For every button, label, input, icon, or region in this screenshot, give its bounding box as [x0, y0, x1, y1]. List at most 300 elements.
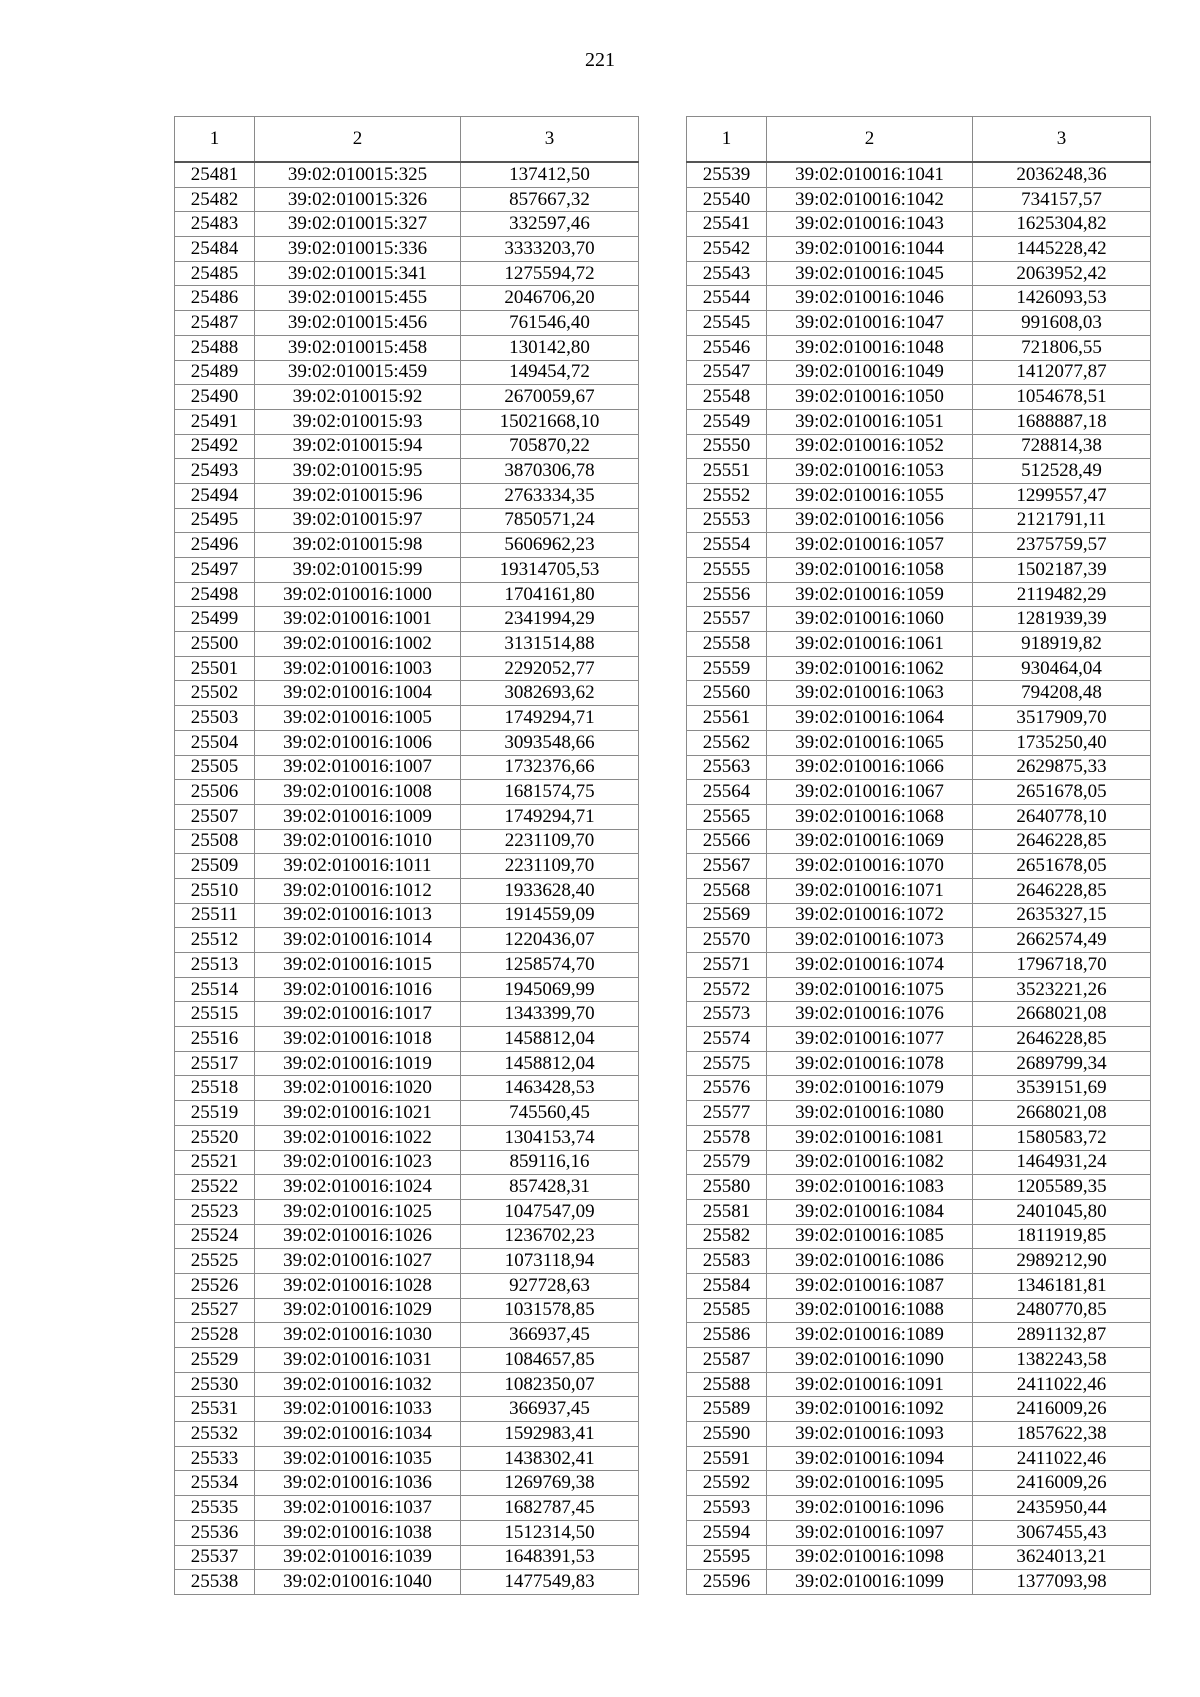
table-row — [175, 434, 639, 459]
cadastral-number-cell: 39:02:010016:1013 — [255, 903, 461, 928]
cadastral-number-cell: 39:02:010016:1084 — [767, 1199, 973, 1224]
value-cell: 745560,45 — [461, 1101, 639, 1126]
table-row — [175, 1002, 639, 1027]
row-number-cell: 25550 — [687, 434, 767, 459]
cadastral-number-cell: 39:02:010016:1085 — [767, 1224, 973, 1249]
row-number-cell: 25505 — [175, 755, 255, 780]
value-cell: 2435950,44 — [973, 1496, 1151, 1521]
table-row — [687, 558, 1151, 583]
table-row — [175, 1471, 639, 1496]
table-row — [687, 1076, 1151, 1101]
value-cell: 1688887,18 — [973, 409, 1151, 434]
row-number-cell: 25558 — [687, 632, 767, 657]
row-number-cell: 25530 — [175, 1372, 255, 1397]
cadastral-number-cell: 39:02:010016:1003 — [255, 656, 461, 681]
value-cell: 1463428,53 — [461, 1076, 639, 1101]
row-number-cell: 25481 — [175, 162, 255, 187]
table-row — [687, 261, 1151, 286]
value-cell: 1377093,98 — [973, 1570, 1151, 1595]
cadastral-number-cell: 39:02:010016:1057 — [767, 533, 973, 558]
value-cell: 1732376,66 — [461, 755, 639, 780]
table-row — [687, 607, 1151, 632]
table-row — [687, 1125, 1151, 1150]
row-number-cell: 25538 — [175, 1570, 255, 1595]
table-row — [687, 1051, 1151, 1076]
value-cell: 2891132,87 — [973, 1323, 1151, 1348]
cadastral-number-cell: 39:02:010016:1050 — [767, 385, 973, 410]
cadastral-number-cell: 39:02:010016:1031 — [255, 1348, 461, 1373]
row-number-cell: 25492 — [175, 434, 255, 459]
table-row — [687, 1446, 1151, 1471]
row-number-cell: 25570 — [687, 928, 767, 953]
cadastral-number-cell: 39:02:010016:1042 — [767, 187, 973, 212]
table-row — [175, 212, 639, 237]
cadastral-number-cell: 39:02:010016:1098 — [767, 1545, 973, 1570]
table-row — [687, 1471, 1151, 1496]
cadastral-number-cell: 39:02:010016:1053 — [767, 459, 973, 484]
cadastral-number-cell: 39:02:010016:1035 — [255, 1446, 461, 1471]
value-cell: 1299557,47 — [973, 483, 1151, 508]
table-row — [687, 656, 1151, 681]
row-number-cell: 25554 — [687, 533, 767, 558]
value-cell: 2416009,26 — [973, 1397, 1151, 1422]
cadastral-number-cell: 39:02:010016:1014 — [255, 928, 461, 953]
row-number-cell: 25489 — [175, 360, 255, 385]
column-header-3: 3 — [973, 117, 1151, 163]
cadastral-number-cell: 39:02:010015:97 — [255, 508, 461, 533]
row-number-cell: 25532 — [175, 1422, 255, 1447]
table-row — [175, 286, 639, 311]
row-number-cell: 25522 — [175, 1175, 255, 1200]
value-cell: 3517909,70 — [973, 706, 1151, 731]
cadastral-number-cell: 39:02:010016:1095 — [767, 1471, 973, 1496]
cadastral-number-cell: 39:02:010016:1076 — [767, 1002, 973, 1027]
row-number-cell: 25504 — [175, 730, 255, 755]
cadastral-number-cell: 39:02:010016:1001 — [255, 607, 461, 632]
cadastral-number-cell: 39:02:010016:1046 — [767, 286, 973, 311]
table-row — [687, 1570, 1151, 1595]
value-cell: 3624013,21 — [973, 1545, 1151, 1570]
row-number-cell: 25483 — [175, 212, 255, 237]
value-cell: 2292052,77 — [461, 656, 639, 681]
table-header — [175, 117, 639, 163]
cadastral-number-cell: 39:02:010016:1045 — [767, 261, 973, 286]
row-number-cell: 25519 — [175, 1101, 255, 1126]
cadastral-number-cell: 39:02:010016:1033 — [255, 1397, 461, 1422]
table-body — [687, 162, 1151, 1594]
value-cell: 2646228,85 — [973, 1027, 1151, 1052]
cadastral-number-cell: 39:02:010016:1088 — [767, 1298, 973, 1323]
cadastral-number-cell: 39:02:010016:1017 — [255, 1002, 461, 1027]
cadastral-number-cell: 39:02:010016:1067 — [767, 780, 973, 805]
value-cell: 1502187,39 — [973, 558, 1151, 583]
cadastral-number-cell: 39:02:010016:1060 — [767, 607, 973, 632]
value-cell: 930464,04 — [973, 656, 1151, 681]
value-cell: 1857622,38 — [973, 1422, 1151, 1447]
value-cell: 2416009,26 — [973, 1471, 1151, 1496]
value-cell: 15021668,10 — [461, 409, 639, 434]
cadastral-number-cell: 39:02:010016:1072 — [767, 903, 973, 928]
row-number-cell: 25566 — [687, 829, 767, 854]
table-row — [687, 632, 1151, 657]
row-number-cell: 25484 — [175, 237, 255, 262]
value-cell: 2121791,11 — [973, 508, 1151, 533]
value-cell: 130142,80 — [461, 335, 639, 360]
cadastral-number-cell: 39:02:010016:1000 — [255, 582, 461, 607]
table-row — [175, 508, 639, 533]
value-cell: 2063952,42 — [973, 261, 1151, 286]
value-cell: 857428,31 — [461, 1175, 639, 1200]
row-number-cell: 25533 — [175, 1446, 255, 1471]
row-number-cell: 25499 — [175, 607, 255, 632]
table-row — [687, 286, 1151, 311]
value-cell: 2119482,29 — [973, 582, 1151, 607]
table-row — [687, 730, 1151, 755]
value-cell: 794208,48 — [973, 681, 1151, 706]
cadastral-number-cell: 39:02:010016:1094 — [767, 1446, 973, 1471]
table-row — [175, 977, 639, 1002]
table-row — [687, 533, 1151, 558]
table-row — [175, 632, 639, 657]
table-row — [175, 1076, 639, 1101]
cadastral-number-cell: 39:02:010016:1083 — [767, 1175, 973, 1200]
value-cell: 1412077,87 — [973, 360, 1151, 385]
row-number-cell: 25529 — [175, 1348, 255, 1373]
table-row — [687, 1520, 1151, 1545]
row-number-cell: 25576 — [687, 1076, 767, 1101]
cadastral-number-cell: 39:02:010016:1058 — [767, 558, 973, 583]
row-number-cell: 25581 — [687, 1199, 767, 1224]
header-row — [687, 117, 1151, 163]
table-row — [687, 1199, 1151, 1224]
row-number-cell: 25575 — [687, 1051, 767, 1076]
value-cell: 2629875,33 — [973, 755, 1151, 780]
row-number-cell: 25488 — [175, 335, 255, 360]
table-row — [687, 1348, 1151, 1373]
value-cell: 2651678,05 — [973, 780, 1151, 805]
row-number-cell: 25551 — [687, 459, 767, 484]
row-number-cell: 25584 — [687, 1273, 767, 1298]
value-cell: 2668021,08 — [973, 1101, 1151, 1126]
row-number-cell: 25557 — [687, 607, 767, 632]
cadastral-number-cell: 39:02:010016:1037 — [255, 1496, 461, 1521]
cadastral-number-cell: 39:02:010016:1008 — [255, 780, 461, 805]
value-cell: 19314705,53 — [461, 558, 639, 583]
table-row — [687, 953, 1151, 978]
row-number-cell: 25498 — [175, 582, 255, 607]
value-cell: 2670059,67 — [461, 385, 639, 410]
cadastral-number-cell: 39:02:010016:1061 — [767, 632, 973, 657]
table-row — [175, 1520, 639, 1545]
value-cell: 3082693,62 — [461, 681, 639, 706]
table-row — [175, 656, 639, 681]
table-row — [175, 706, 639, 731]
table-row — [687, 1101, 1151, 1126]
row-number-cell: 25592 — [687, 1471, 767, 1496]
table-row — [687, 483, 1151, 508]
cadastral-number-cell: 39:02:010016:1010 — [255, 829, 461, 854]
cadastral-number-cell: 39:02:010015:455 — [255, 286, 461, 311]
row-number-cell: 25539 — [687, 162, 767, 187]
value-cell: 2341994,29 — [461, 607, 639, 632]
cadastral-number-cell: 39:02:010016:1038 — [255, 1520, 461, 1545]
value-cell: 1625304,82 — [973, 212, 1151, 237]
value-cell: 1648391,53 — [461, 1545, 639, 1570]
row-number-cell: 25523 — [175, 1199, 255, 1224]
table-row — [687, 311, 1151, 336]
value-cell: 761546,40 — [461, 311, 639, 336]
cadastral-number-cell: 39:02:010015:326 — [255, 187, 461, 212]
value-cell: 1681574,75 — [461, 780, 639, 805]
table-row — [175, 928, 639, 953]
row-number-cell: 25509 — [175, 854, 255, 879]
table-row — [175, 1125, 639, 1150]
table-row — [687, 582, 1151, 607]
cadastral-number-cell: 39:02:010016:1087 — [767, 1273, 973, 1298]
table-row — [175, 730, 639, 755]
row-number-cell: 25508 — [175, 829, 255, 854]
value-cell: 728814,38 — [973, 434, 1151, 459]
table-row — [687, 1273, 1151, 1298]
cadastral-number-cell: 39:02:010015:458 — [255, 335, 461, 360]
row-number-cell: 25579 — [687, 1150, 767, 1175]
table-row — [687, 854, 1151, 879]
value-cell: 1220436,07 — [461, 928, 639, 953]
value-cell: 1749294,71 — [461, 804, 639, 829]
table-row — [175, 780, 639, 805]
cadastral-number-cell: 39:02:010015:92 — [255, 385, 461, 410]
row-number-cell: 25514 — [175, 977, 255, 1002]
row-number-cell: 25541 — [687, 212, 767, 237]
cadastral-number-cell: 39:02:010016:1025 — [255, 1199, 461, 1224]
value-cell: 1796718,70 — [973, 953, 1151, 978]
cadastral-number-cell: 39:02:010016:1074 — [767, 953, 973, 978]
row-number-cell: 25562 — [687, 730, 767, 755]
table-row — [687, 1496, 1151, 1521]
value-cell: 1343399,70 — [461, 1002, 639, 1027]
value-cell: 1082350,07 — [461, 1372, 639, 1397]
row-number-cell: 25526 — [175, 1273, 255, 1298]
table-row — [175, 1496, 639, 1521]
cadastral-number-cell: 39:02:010016:1040 — [255, 1570, 461, 1595]
table-row — [175, 187, 639, 212]
cadastral-number-cell: 39:02:010016:1009 — [255, 804, 461, 829]
cadastral-number-cell: 39:02:010016:1070 — [767, 854, 973, 879]
table-row — [175, 1175, 639, 1200]
row-number-cell: 25556 — [687, 582, 767, 607]
table-row — [687, 335, 1151, 360]
table-row — [687, 706, 1151, 731]
cadastral-number-cell: 39:02:010016:1032 — [255, 1372, 461, 1397]
table-row — [687, 1150, 1151, 1175]
value-cell: 859116,16 — [461, 1150, 639, 1175]
row-number-cell: 25546 — [687, 335, 767, 360]
value-cell: 3539151,69 — [973, 1076, 1151, 1101]
cadastral-number-cell: 39:02:010016:1065 — [767, 730, 973, 755]
table-row — [175, 335, 639, 360]
table-row — [175, 1150, 639, 1175]
table-row — [687, 212, 1151, 237]
value-cell: 1445228,42 — [973, 237, 1151, 262]
left-table — [174, 116, 639, 1595]
table-row — [175, 1051, 639, 1076]
value-cell: 1914559,09 — [461, 903, 639, 928]
value-cell: 1031578,85 — [461, 1298, 639, 1323]
value-cell: 2668021,08 — [973, 1002, 1151, 1027]
value-cell: 2640778,10 — [973, 804, 1151, 829]
row-number-cell: 25596 — [687, 1570, 767, 1595]
table-row — [175, 409, 639, 434]
value-cell: 2662574,49 — [973, 928, 1151, 953]
table-row — [175, 558, 639, 583]
cadastral-number-cell: 39:02:010016:1064 — [767, 706, 973, 731]
row-number-cell: 25568 — [687, 878, 767, 903]
row-number-cell: 25535 — [175, 1496, 255, 1521]
value-cell: 2411022,46 — [973, 1372, 1151, 1397]
cadastral-number-cell: 39:02:010016:1036 — [255, 1471, 461, 1496]
table-row — [175, 1323, 639, 1348]
value-cell: 1236702,23 — [461, 1224, 639, 1249]
value-cell: 1382243,58 — [973, 1348, 1151, 1373]
cadastral-number-cell: 39:02:010016:1059 — [767, 582, 973, 607]
column-header-1: 1 — [175, 117, 255, 163]
value-cell: 2411022,46 — [973, 1446, 1151, 1471]
table-row — [175, 237, 639, 262]
row-number-cell: 25548 — [687, 385, 767, 410]
row-number-cell: 25531 — [175, 1397, 255, 1422]
table-row — [175, 1348, 639, 1373]
row-number-cell: 25496 — [175, 533, 255, 558]
row-number-cell: 25582 — [687, 1224, 767, 1249]
row-number-cell: 25553 — [687, 508, 767, 533]
row-number-cell: 25583 — [687, 1249, 767, 1274]
table-row — [687, 681, 1151, 706]
cadastral-number-cell: 39:02:010015:341 — [255, 261, 461, 286]
cadastral-number-cell: 39:02:010016:1051 — [767, 409, 973, 434]
table-row — [687, 162, 1151, 187]
row-number-cell: 25561 — [687, 706, 767, 731]
value-cell: 3093548,66 — [461, 730, 639, 755]
cadastral-number-cell: 39:02:010016:1077 — [767, 1027, 973, 1052]
table-row — [687, 385, 1151, 410]
row-number-cell: 25580 — [687, 1175, 767, 1200]
value-cell: 1275594,72 — [461, 261, 639, 286]
page-number: 221 — [585, 49, 615, 71]
row-number-cell: 25569 — [687, 903, 767, 928]
value-cell: 734157,57 — [973, 187, 1151, 212]
value-cell: 918919,82 — [973, 632, 1151, 657]
value-cell: 721806,55 — [973, 335, 1151, 360]
cadastral-number-cell: 39:02:010016:1043 — [767, 212, 973, 237]
cadastral-number-cell: 39:02:010016:1062 — [767, 656, 973, 681]
cadastral-number-cell: 39:02:010016:1007 — [255, 755, 461, 780]
value-cell: 1054678,51 — [973, 385, 1151, 410]
value-cell: 1735250,40 — [973, 730, 1151, 755]
row-number-cell: 25524 — [175, 1224, 255, 1249]
cadastral-number-cell: 39:02:010016:1029 — [255, 1298, 461, 1323]
table-row — [175, 829, 639, 854]
row-number-cell: 25589 — [687, 1397, 767, 1422]
row-number-cell: 25525 — [175, 1249, 255, 1274]
cadastral-number-cell: 39:02:010016:1005 — [255, 706, 461, 731]
table-row — [687, 360, 1151, 385]
cadastral-number-cell: 39:02:010016:1041 — [767, 162, 973, 187]
row-number-cell: 25591 — [687, 1446, 767, 1471]
column-header-3: 3 — [461, 117, 639, 163]
table-row — [175, 483, 639, 508]
value-cell: 1682787,45 — [461, 1496, 639, 1521]
cadastral-number-cell: 39:02:010016:1097 — [767, 1520, 973, 1545]
cadastral-number-cell: 39:02:010016:1068 — [767, 804, 973, 829]
row-number-cell: 25513 — [175, 953, 255, 978]
row-number-cell: 25527 — [175, 1298, 255, 1323]
cadastral-number-cell: 39:02:010016:1091 — [767, 1372, 973, 1397]
value-cell: 2689799,34 — [973, 1051, 1151, 1076]
cadastral-number-cell: 39:02:010016:1092 — [767, 1397, 973, 1422]
value-cell: 1811919,85 — [973, 1224, 1151, 1249]
cadastral-number-cell: 39:02:010016:1044 — [767, 237, 973, 262]
table-row — [687, 1224, 1151, 1249]
cadastral-number-cell: 39:02:010015:93 — [255, 409, 461, 434]
value-cell: 3870306,78 — [461, 459, 639, 484]
cadastral-number-cell: 39:02:010016:1089 — [767, 1323, 973, 1348]
cadastral-number-cell: 39:02:010015:98 — [255, 533, 461, 558]
row-number-cell: 25485 — [175, 261, 255, 286]
table-row — [687, 878, 1151, 903]
table-row — [175, 1224, 639, 1249]
table-row — [175, 261, 639, 286]
table-row — [175, 854, 639, 879]
value-cell: 1458812,04 — [461, 1027, 639, 1052]
cadastral-number-cell: 39:02:010016:1056 — [767, 508, 973, 533]
value-cell: 3523221,26 — [973, 977, 1151, 1002]
cadastral-number-cell: 39:02:010015:94 — [255, 434, 461, 459]
cadastral-number-cell: 39:02:010016:1002 — [255, 632, 461, 657]
cadastral-number-cell: 39:02:010015:96 — [255, 483, 461, 508]
value-cell: 2763334,35 — [461, 483, 639, 508]
cadastral-number-cell: 39:02:010016:1039 — [255, 1545, 461, 1570]
table-row — [175, 681, 639, 706]
table-row — [687, 829, 1151, 854]
cadastral-number-cell: 39:02:010015:325 — [255, 162, 461, 187]
cadastral-number-cell: 39:02:010016:1079 — [767, 1076, 973, 1101]
table-row — [175, 903, 639, 928]
value-cell: 991608,03 — [973, 311, 1151, 336]
table-row — [687, 928, 1151, 953]
row-number-cell: 25571 — [687, 953, 767, 978]
right-table — [686, 116, 1151, 1595]
value-cell: 1426093,53 — [973, 286, 1151, 311]
value-cell: 3131514,88 — [461, 632, 639, 657]
row-number-cell: 25516 — [175, 1027, 255, 1052]
table-row — [175, 878, 639, 903]
row-number-cell: 25536 — [175, 1520, 255, 1545]
table-row — [175, 1545, 639, 1570]
table-row — [175, 1397, 639, 1422]
row-number-cell: 25482 — [175, 187, 255, 212]
row-number-cell: 25497 — [175, 558, 255, 583]
row-number-cell: 25506 — [175, 780, 255, 805]
table-row — [175, 1570, 639, 1595]
value-cell: 366937,45 — [461, 1323, 639, 1348]
column-header-1: 1 — [687, 117, 767, 163]
value-cell: 2231109,70 — [461, 854, 639, 879]
row-number-cell: 25540 — [687, 187, 767, 212]
cadastral-number-cell: 39:02:010016:1096 — [767, 1496, 973, 1521]
value-cell: 705870,22 — [461, 434, 639, 459]
table-row — [687, 508, 1151, 533]
value-cell: 1464931,24 — [973, 1150, 1151, 1175]
